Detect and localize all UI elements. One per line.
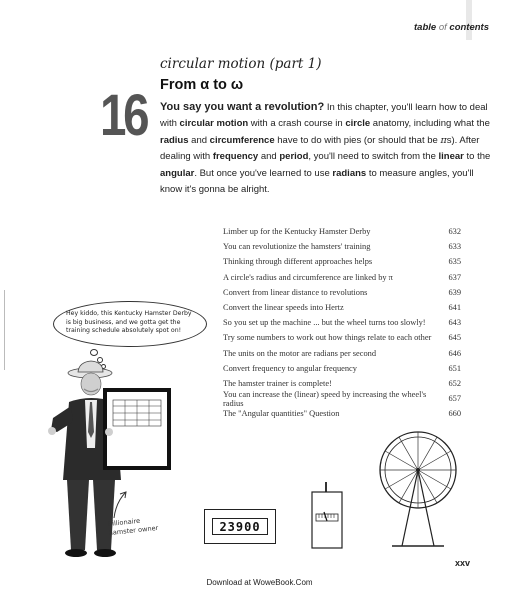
toc-entry-title: Try some numbers to work out how things relate to each other [223,333,432,343]
toc-list [223,224,461,421]
speech-bubble-text: Hey kiddo, this Kentucky Hamster Derby is big business, and we gotta get the training schedule absolutely spot on! [66,310,192,335]
toc-entry[interactable] [223,254,461,269]
toc-entry[interactable] [223,346,461,361]
intro-text: to the [463,151,491,163]
toc-entry-page: 632 [448,227,461,237]
running-header [414,22,489,33]
owner-caption: Billionaire hamster owner [107,516,159,537]
page-number: xxv [454,558,470,568]
chapter-title: From α to ω [160,77,244,93]
toc-entry-page: 657 [448,394,461,404]
toc-entry-page: 633 [448,242,461,252]
header-text-contents: contents [446,22,489,33]
digital-counter [204,509,276,544]
toc-entry[interactable] [223,406,461,421]
toc-entry-title: The hamster trainer is complete! [223,378,332,388]
intro-text: and [188,134,210,146]
intro-text: anatomy, including what the [370,118,490,130]
caption-arrow [108,488,148,520]
toc-entry[interactable] [223,270,461,285]
toc-entry-page: 641 [448,303,461,313]
toc-entry-title: Thinking through different approaches helps [223,257,373,267]
toc-entry-page: 645 [448,333,461,343]
toc-entry-title: Convert the linear speeds into Hertz [223,303,344,313]
intro-keyword: circumference [209,134,275,146]
chapter-intro [160,99,492,198]
toc-entry-title: The units on the motor are radians per second [223,348,377,358]
intro-keyword: linear [438,151,464,163]
toc-entry[interactable] [223,239,461,254]
toc-entry-page: 652 [448,378,461,388]
hamster-owner-illustration [45,360,180,570]
toc-entry[interactable] [223,330,461,345]
toc-entry-title: So you set up the machine ... but the wheel turns too slowly! [223,318,426,328]
intro-text: . But once you've learned to use [194,167,333,179]
intro-keyword: period [279,151,309,163]
toc-entry-title: A circle's radius and circumference are linked by π [223,272,393,282]
toc-entry-title: You can increase the (linear) speed by increasing the wheel's radius [223,389,427,408]
toc-entry[interactable] [223,361,461,376]
toc-entry-page: 637 [448,272,461,282]
toc-entry-title: Limber up for the Kentucky Hamster Derby [223,227,371,237]
toc-entry-title: You can revolutionize the hamsters' training [223,242,371,252]
intro-keyword: circle [345,118,371,130]
toc-entry[interactable] [223,285,461,300]
chapter-subtitle: circular motion (part 1) [160,56,322,72]
toc-entry[interactable] [223,300,461,315]
header-tab-rule [466,0,472,40]
intro-keyword: angular [160,167,195,179]
toc-entry[interactable] [223,315,461,330]
motor-dial-illustration [308,480,348,550]
intro-text: , you'll need to switch from the [308,151,439,163]
intro-keyword: circular motion [179,118,249,130]
toc-entry-title: The "Angular quantities" Question [223,409,340,419]
download-footer: Download at WoweBook.Com [206,578,313,587]
header-text-table: table [414,22,439,33]
hamster-wheel-illustration [378,428,458,550]
counter-display: 23900 [212,518,268,535]
chapter-number: 16 [100,83,147,148]
toc-entry-page: 660 [448,409,461,419]
intro-text: s). After dealing with [160,134,480,163]
intro-text: and [258,151,280,163]
header-text-of: of [438,22,447,33]
intro-text: to measure angles, you'll know it's gonna be alright. [160,167,474,196]
toc-entry-page: 646 [448,348,461,358]
intro-lead: You say you want a revolution? [160,101,325,113]
toc-entry-title: Convert from linear distance to revolutions [223,287,368,297]
toc-entry-page: 643 [448,318,461,328]
intro-text: In this chapter, you'll learn how to deal with [160,102,488,130]
intro-text: have to do with pies (or should that be [274,134,441,146]
toc-entry[interactable] [223,391,461,406]
toc-entry-page: 639 [448,287,461,297]
intro-keyword: radius [160,134,189,146]
thought-dot [90,349,98,356]
intro-keyword: radians [332,167,367,179]
toc-entry-title: Convert frequency to angular frequency [223,363,357,373]
toc-entry-page: 635 [448,257,461,267]
toc-entry[interactable] [223,224,461,239]
intro-keyword-pi: π [440,134,447,146]
page-edge-rule [4,290,5,370]
toc-entry-page: 651 [448,363,461,373]
intro-keyword: frequency [212,151,259,163]
intro-text: with a crash course in [248,118,346,130]
